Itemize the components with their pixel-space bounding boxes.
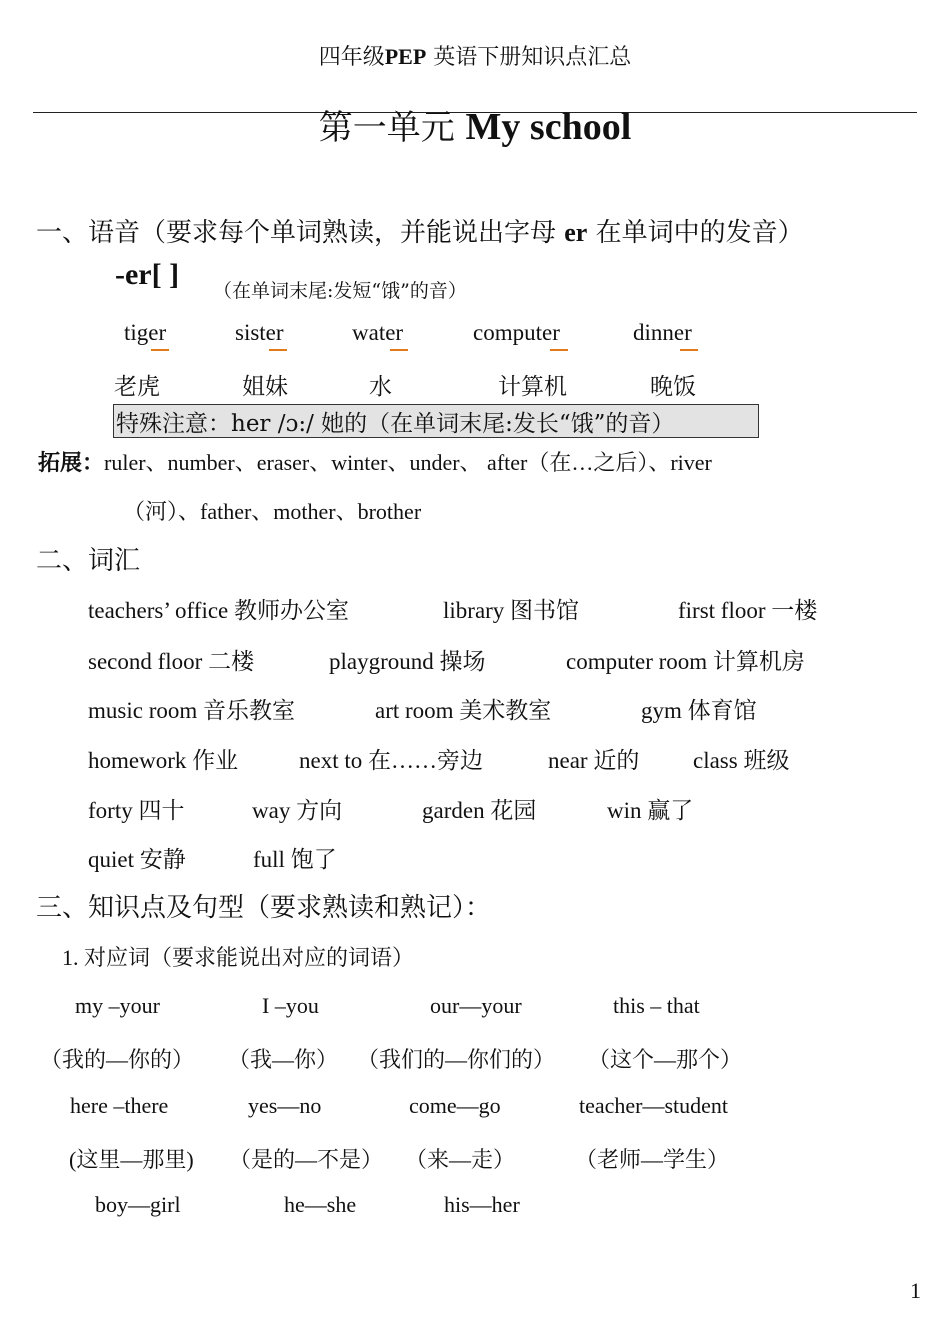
pair: here –there <box>70 1093 169 1118</box>
vocab-item: first floor 一楼 <box>678 598 818 623</box>
section1-heading-post: 在单词中的发音） <box>587 218 804 248</box>
er-underline <box>550 349 568 351</box>
header-bold: PEP <box>384 44 427 69</box>
vocab-item: class 班级 <box>693 748 790 773</box>
vocab-item: computer room 计算机房 <box>566 649 805 674</box>
section1-heading-pre: 一、语音（要求每个单词熟读，并能说出字母 <box>36 218 565 248</box>
word-computer: computer <box>473 320 560 345</box>
pair: teacher—student <box>579 1093 729 1118</box>
vocab-item: next to 在……旁边 <box>299 748 483 773</box>
subsection-1-heading: 1. 对应词（要求能说出对应的词语） <box>62 945 415 970</box>
vocab-item: music room 音乐教室 <box>88 698 295 723</box>
vocab-item: win 赢了 <box>607 798 694 823</box>
extension-line-2: （河）、father、mother、brother <box>123 499 422 524</box>
pair: my –your <box>75 993 160 1018</box>
pair: boy—girl <box>95 1192 181 1217</box>
vocab-item: gym 体育馆 <box>641 698 757 723</box>
word-dinner: dinner <box>633 320 692 345</box>
vocab-item: garden 花园 <box>422 798 537 823</box>
pair: I –you <box>262 993 319 1018</box>
extension-line-1 <box>38 446 712 477</box>
pair: our—your <box>430 993 522 1018</box>
pair-meaning: (这里—那里) <box>69 1147 194 1172</box>
pair-meaning: （来—走） <box>405 1147 516 1172</box>
vocab-item: art room 美术教室 <box>375 698 552 723</box>
er-underline <box>269 349 287 351</box>
meaning-dinner: 晚饭 <box>650 374 696 400</box>
special-note: 特殊注意：her /ɔ:/ 她的（在单词末尾:发长“饿”的音） <box>116 411 675 437</box>
page-number: 1 <box>910 1278 921 1303</box>
extension-label: 拓展： <box>38 451 105 476</box>
pair-meaning: （我的—你的） <box>40 1047 195 1072</box>
section2-heading: 二、词汇 <box>36 546 141 576</box>
word-water: water <box>352 320 404 345</box>
er-underline <box>390 349 408 351</box>
pair-meaning: （是的—不是） <box>229 1147 384 1172</box>
section3-heading: 三、知识点及句型（要求熟读和熟记）： <box>36 893 492 923</box>
vocab-item: playground 操场 <box>329 649 486 674</box>
section1-heading <box>36 212 804 249</box>
word-sister: sister <box>235 320 284 345</box>
pair-meaning: （老师—学生） <box>575 1147 730 1172</box>
header-prefix: 四年级 <box>318 45 385 70</box>
meaning-tiger: 老虎 <box>114 374 160 400</box>
er-note: （在单词末尾:发短“饿”的音） <box>213 280 467 302</box>
section1-heading-bold: er <box>564 218 588 247</box>
pair-meaning: （我—你） <box>228 1047 339 1072</box>
unit-title-cn: 第一单元 <box>318 108 466 148</box>
er-underline <box>151 349 169 351</box>
word-tiger: tiger <box>124 320 167 345</box>
pair: his—her <box>444 1192 520 1217</box>
er-underline <box>680 349 698 351</box>
pair: yes—no <box>248 1093 322 1118</box>
vocab-item: second floor 二楼 <box>88 649 255 674</box>
extension-words-1: ruler、number、eraser、winter、under、 after（在…之后）、river <box>104 450 712 475</box>
vocab-item: library 图书馆 <box>443 598 580 623</box>
meaning-sister: 姐妹 <box>242 374 288 400</box>
vocab-item: full 饱了 <box>253 847 337 872</box>
meaning-water: 水 <box>369 374 392 400</box>
pair: come—go <box>409 1093 501 1118</box>
vocab-item: forty 四十 <box>88 798 185 823</box>
pair-meaning: （这个—那个） <box>588 1047 743 1072</box>
pair-meaning: （我们的—你们的） <box>357 1047 556 1072</box>
pair: this – that <box>613 993 700 1018</box>
pair: he—she <box>284 1192 357 1217</box>
unit-title-en: My school <box>465 106 632 148</box>
unit-title <box>0 100 950 149</box>
er-phoneme: -er[ ] <box>115 258 180 291</box>
vocab-item: quiet 安静 <box>88 847 186 872</box>
vocab-item: way 方向 <box>252 798 343 823</box>
vocab-item: homework 作业 <box>88 748 239 773</box>
vocab-item: teachers’ office 教师办公室 <box>88 598 349 623</box>
meaning-computer: 计算机 <box>498 374 567 400</box>
document-header <box>0 40 950 71</box>
header-suffix: 英语下册知识点汇总 <box>426 45 632 70</box>
vocab-item: near 近的 <box>548 748 640 773</box>
